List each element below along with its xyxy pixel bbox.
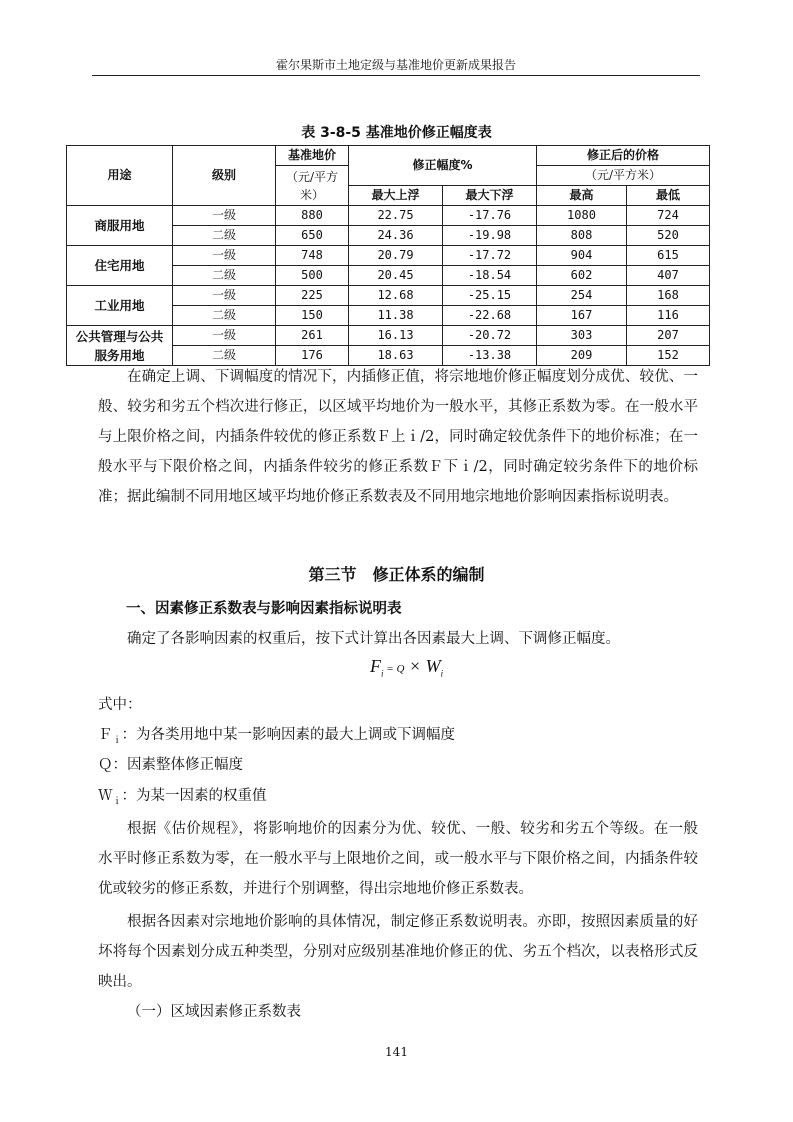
high-cell: 1080: [537, 206, 627, 226]
low-cell: 407: [627, 266, 710, 286]
where-label: 式中：: [98, 697, 142, 713]
level-cell: 一级: [173, 286, 276, 306]
header-range: 修正幅度%: [349, 146, 537, 186]
header-rule: [92, 75, 700, 76]
formula-w: W: [425, 656, 441, 676]
high-cell: 209: [537, 346, 627, 366]
up-cell: 20.79: [349, 246, 443, 266]
table-row: [67, 246, 710, 266]
low-cell: 152: [627, 346, 710, 366]
definition-q: Ｑ：因素整体修正幅度: [98, 757, 243, 773]
high-cell: 167: [537, 306, 627, 326]
down-cell: -13.38: [443, 346, 537, 366]
table-title: 表 3-8-5 基准地价修正幅度表: [301, 125, 492, 141]
paragraph-interpolation: 在确定上调、下调幅度的情况下，内插修正值，将宗地地价修正幅度划分成优、较优、一般、较劣和劣五个档次进行修正，以区域平均地价为一般水平，其修正系数为零。在一般水平与上限价格之间，内插条件较优的修正系数Ｆ上ｉ/2，同时确定较优条件下的地价标准；在一般水平与下限价格之间，内插条件较劣的修正系数Ｆ下ｉ/2，同时确定较劣条件下的地价标准；据此编制不同用地区域平均地价修正系数表及不同用地宗地地价影响因素指标说明表。: [98, 369, 698, 505]
low-cell: 168: [627, 286, 710, 306]
definition-text: ：为某一因素的权重值: [121, 788, 267, 804]
list-item-regional-factors: （一）区域因素修正系数表: [127, 1004, 301, 1020]
section-title: 第三节 修正体系的编制: [308, 565, 485, 584]
table-header-row: [67, 146, 710, 166]
base-cell: 650: [276, 226, 349, 246]
level-cell: 一级: [173, 326, 276, 346]
down-cell: -19.98: [443, 226, 537, 246]
high-cell: 808: [537, 226, 627, 246]
up-cell: 12.68: [349, 286, 443, 306]
up-cell: 18.63: [349, 346, 443, 366]
table-row: [67, 326, 710, 346]
level-cell: 二级: [173, 346, 276, 366]
use-cell: 商服用地: [67, 206, 173, 246]
header-title: 霍尔果斯市土地定级与基准地价更新成果报告: [275, 58, 516, 72]
table-row: [67, 206, 710, 226]
definition-symbol: Ｗ: [98, 788, 113, 804]
up-cell: 22.75: [349, 206, 443, 226]
down-cell: -20.72: [443, 326, 537, 346]
header-max-up: 最大上浮: [349, 186, 443, 206]
use-cell: 住宅用地: [67, 246, 173, 286]
header-low: 最低: [627, 186, 710, 206]
high-cell: 254: [537, 286, 627, 306]
up-cell: 16.13: [349, 326, 443, 346]
definition-text: ：为各类用地中某一影响因素的最大上调或下调幅度: [121, 727, 456, 743]
formula-equals: =: [383, 663, 397, 675]
header-high: 最高: [537, 186, 627, 206]
header-base-unit: （元/平方米）: [276, 166, 349, 206]
down-cell: -25.15: [443, 286, 537, 306]
definition-symbol: Ｆ: [98, 727, 113, 743]
low-cell: 615: [627, 246, 710, 266]
up-cell: 24.36: [349, 226, 443, 246]
formula-times: ×: [404, 656, 426, 676]
paragraph-formula-intro: 确定了各影响因素的权重后，按下式计算出各因素最大上调、下调修正幅度。: [127, 631, 620, 647]
paragraph-grading: 根据《估价规程》，将影响地价的因素分为优、较优、一般、较劣和劣五个等级。在一般水平时修正系数为零，在一般水平与上限地价之间，或一般水平与下限价格之间，内插条件较优或较劣的修正系数，并进行个别调整，得出宗地地价修正系数表。: [98, 821, 698, 897]
down-cell: -18.54: [443, 266, 537, 286]
header-level: 级别: [173, 146, 276, 206]
low-cell: 207: [627, 326, 710, 346]
base-cell: 500: [276, 266, 349, 286]
use-cell: 工业用地: [67, 286, 173, 326]
price-correction-table: [66, 145, 710, 366]
definition-subscript: ｉ: [112, 796, 122, 807]
level-cell: 二级: [173, 266, 276, 286]
down-cell: -17.72: [443, 246, 537, 266]
level-cell: 一级: [173, 206, 276, 226]
low-cell: 520: [627, 226, 710, 246]
base-cell: 748: [276, 246, 349, 266]
header-use: 用途: [67, 146, 173, 206]
level-cell: 一级: [173, 246, 276, 266]
high-cell: 602: [537, 266, 627, 286]
level-cell: 二级: [173, 306, 276, 326]
header-corrected: 修正后的价格: [537, 146, 710, 166]
down-cell: -17.76: [443, 206, 537, 226]
header-corrected-unit: （元/平方米）: [537, 166, 710, 186]
base-cell: 225: [276, 286, 349, 306]
up-cell: 11.38: [349, 306, 443, 326]
formula: [370, 656, 443, 679]
high-cell: 303: [537, 326, 627, 346]
up-cell: 20.45: [349, 266, 443, 286]
paragraph-explanation: 根据各因素对宗地地价影响的具体情况，制定修正系数说明表。亦即，按照因素质量的好坏将每个因素划分成五种类型，分别对应级别基准地价修正的优、劣五个档次，以表格形式反映出。: [98, 914, 698, 990]
high-cell: 904: [537, 246, 627, 266]
header-max-down: 最大下浮: [443, 186, 537, 206]
formula-f: F: [370, 656, 381, 676]
use-cell: 公共管理与公共服务用地: [67, 326, 173, 366]
definition-f: [98, 723, 455, 746]
page-number: 141: [385, 1045, 408, 1059]
low-cell: 116: [627, 306, 710, 326]
down-cell: -22.68: [443, 306, 537, 326]
subsection-title: 一、因素修正系数表与影响因素指标说明表: [126, 601, 402, 617]
formula-sub-i: i: [381, 668, 384, 679]
definition-subscript: ｉ: [112, 735, 122, 746]
header-base-price: 基准地价: [276, 146, 349, 166]
level-cell: 二级: [173, 226, 276, 246]
definition-w: [98, 784, 267, 807]
base-cell: 880: [276, 206, 349, 226]
formula-q: Q: [396, 663, 405, 675]
base-cell: 176: [276, 346, 349, 366]
formula-sub-i: i: [440, 668, 444, 679]
base-cell: 150: [276, 306, 349, 326]
table-row: [67, 286, 710, 306]
low-cell: 724: [627, 206, 710, 226]
base-cell: 261: [276, 326, 349, 346]
